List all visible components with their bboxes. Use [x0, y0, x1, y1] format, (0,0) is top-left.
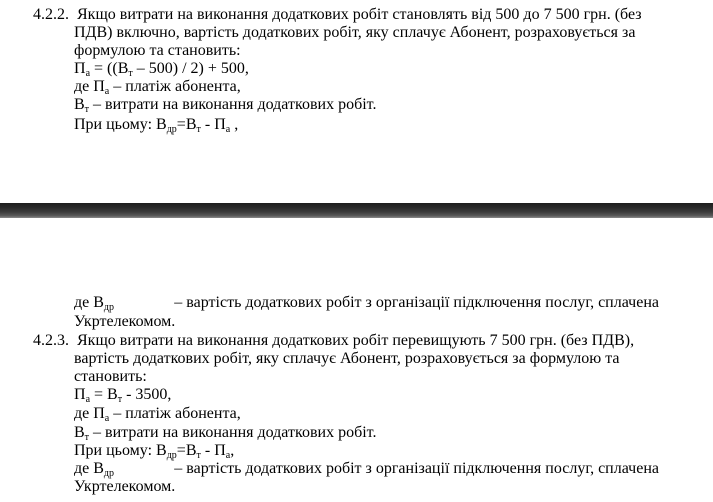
condition-subscript: др — [166, 450, 177, 461]
definition-text: – витрати на виконання додаткових робіт. — [89, 96, 377, 113]
condition-subscript: т — [196, 124, 201, 135]
definition-line — [74, 405, 241, 423]
formula — [74, 60, 249, 78]
definition-line — [74, 424, 376, 442]
formula-text: = В — [90, 386, 118, 403]
formula-subscript: а — [85, 394, 91, 405]
definition-subscript: др — [103, 468, 115, 479]
condition-line — [74, 116, 238, 134]
formula — [74, 386, 171, 404]
definition-text-pre: де В — [74, 460, 104, 477]
document-page-bottom — [0, 218, 713, 502]
definition-text: – платіж абонента, — [109, 78, 241, 95]
definition-text — [74, 460, 114, 478]
definition-subscript: а — [104, 86, 110, 97]
definition-text — [74, 294, 114, 312]
cut-off-line-fragment — [32, 497, 552, 502]
clause-text-line: Якщо витрати на виконання додаткових робіт становлять від 500 до 7 500 грн. (без — [77, 6, 642, 23]
definition-text: де П — [74, 405, 105, 422]
condition-subscript: а — [225, 450, 231, 461]
definition-subscript: а — [104, 413, 110, 424]
definition-text: де П — [74, 78, 105, 95]
definition-text: – платіж абонента, — [109, 405, 241, 422]
condition-text: , — [230, 116, 239, 133]
condition-line — [74, 442, 234, 460]
clause-text-line: становить: — [74, 368, 147, 385]
formula-text: - 3500, — [122, 386, 172, 403]
definition-text-pre: де В — [74, 294, 104, 311]
document-page-top — [0, 0, 713, 203]
clause-text-line: формулою та становить: — [74, 42, 241, 59]
formula-text: П — [74, 386, 86, 403]
clause-text-line: ПДВ) включно, вартість додаткових робіт, яку сплачує Абонент, розраховується за — [74, 24, 636, 41]
condition-text: При цьому: В — [74, 116, 167, 133]
definition-text: – витрати на виконання додаткових робіт. — [89, 424, 377, 441]
condition-subscript: т — [196, 450, 201, 461]
clause-text-line: вартість додаткових робіт, яку сплачує Абонент, розраховується за формулою та — [74, 350, 620, 367]
condition-text: - П — [200, 116, 226, 133]
definition-text-post: – вартість додаткових робіт з організації підключення послуг, сплачена — [170, 460, 659, 477]
clause-number: 4.2.2. — [33, 6, 69, 23]
formula-text: П — [74, 60, 86, 77]
formula-text: – 500) / 2) + 500, — [132, 60, 249, 77]
definition-line — [74, 460, 659, 478]
definition-subscript: т — [84, 432, 90, 443]
definition-text-post: – вартість додаткових робіт з організації підключення послуг, сплачена — [170, 294, 659, 311]
condition-text: - П — [200, 442, 226, 459]
page-separator — [0, 203, 713, 218]
definition-text: В — [74, 424, 85, 441]
condition-subscript: др — [166, 124, 177, 135]
condition-text: =В — [176, 442, 197, 459]
clause-number: 4.2.3. — [33, 332, 69, 349]
definition-subscript: др — [103, 302, 115, 313]
condition-text: =В — [176, 116, 197, 133]
cut-off-line-fragment — [74, 0, 514, 3]
formula-text: = ((В — [90, 60, 129, 77]
condition-subscript: а — [225, 124, 231, 135]
definition-line: Укртелекомом. — [74, 313, 176, 330]
formula-subscript: а — [85, 68, 91, 79]
definition-line — [74, 294, 659, 312]
definition-subscript: т — [84, 104, 90, 115]
definition-line: Укртелекомом. — [74, 478, 176, 495]
condition-text: , — [230, 442, 235, 459]
definition-line — [74, 78, 241, 96]
formula-subscript: т — [117, 394, 123, 405]
definition-line — [74, 96, 376, 114]
clause-text-line: Якщо витрати на виконання додаткових робіт перевищують 7 500 грн. (без ПДВ), — [77, 332, 635, 349]
definition-text: В — [74, 96, 85, 113]
formula-subscript: т — [128, 68, 133, 79]
condition-text: При цьому: В — [74, 442, 167, 459]
